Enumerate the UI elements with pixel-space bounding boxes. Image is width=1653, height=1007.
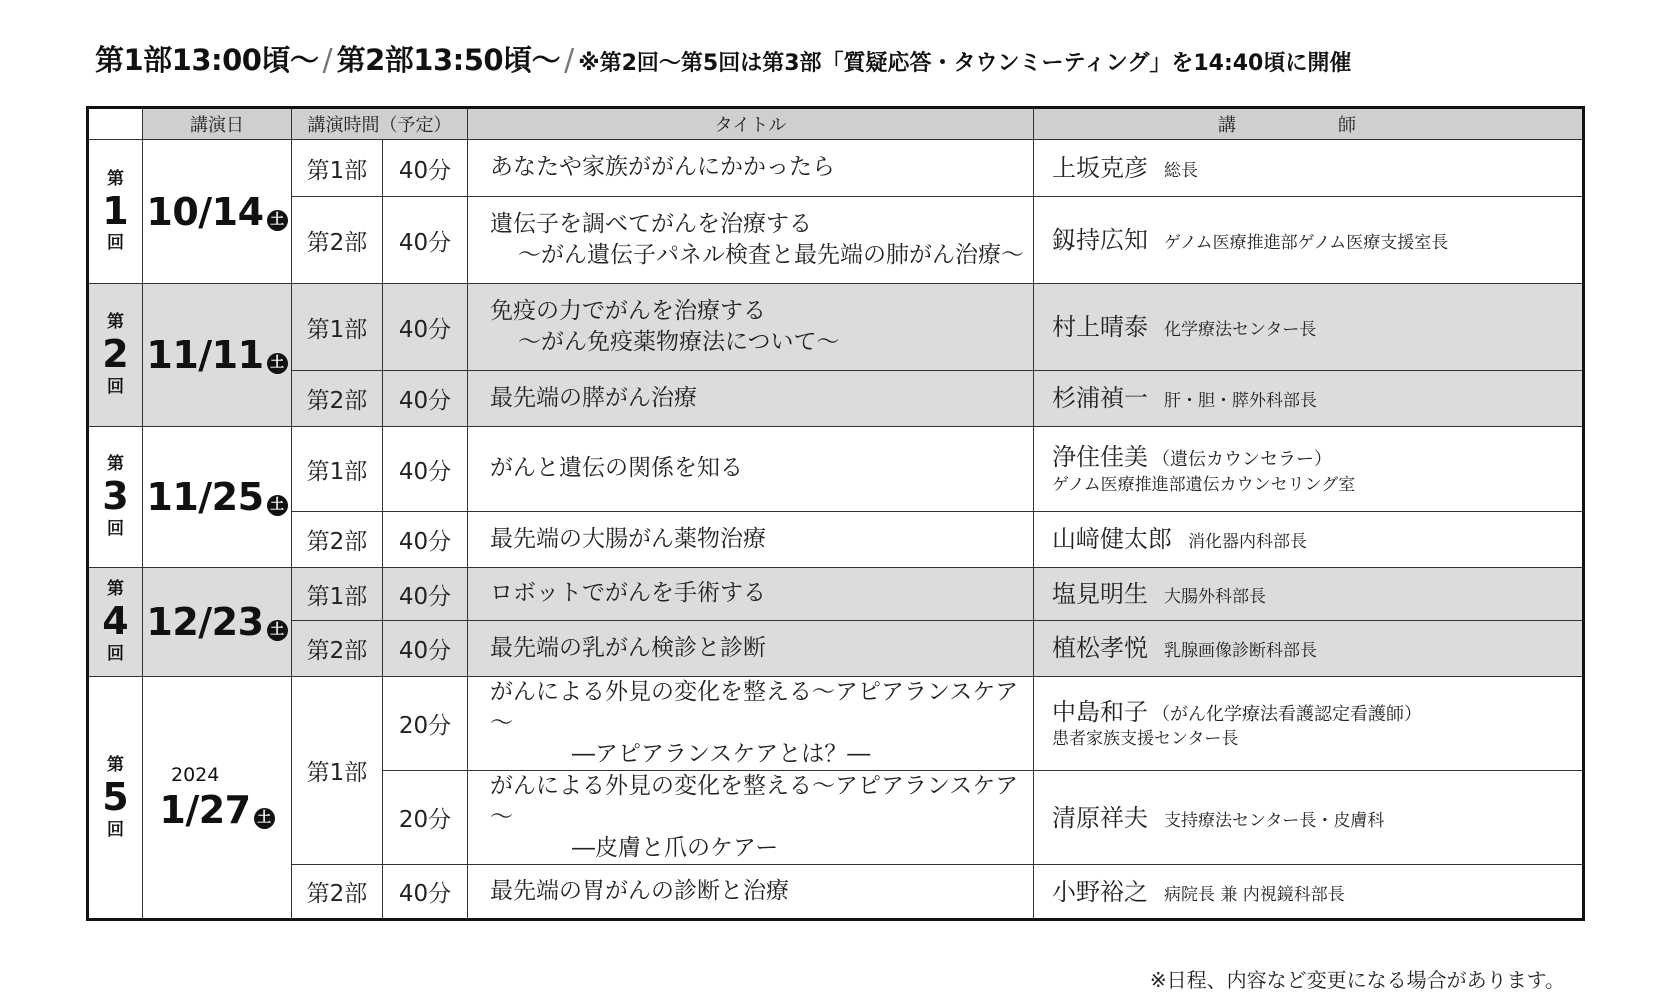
speaker: 釼持広知 ゲノム医療推進部ゲノム医療支援室長 [1034,197,1584,284]
talk-title: 免疫の力でがんを治療する ～がん免疫薬物療法について～ [468,284,1034,371]
round-cell: 第 3 回 [88,427,143,568]
talk-title: がんと遺伝の関係を知る [468,427,1034,512]
round-cell: 第 2 回 [88,284,143,427]
year-label: 2024 [171,763,220,786]
duration: 40分 [383,512,468,568]
part-label: 第2部 [292,621,383,677]
talk-title: あなたや家族ががんにかかったら [468,140,1034,197]
part-label: 第1部 [292,568,383,621]
part-label: 第1部 [292,427,383,512]
duration: 20分 [383,771,468,865]
table-row [88,284,1584,371]
talk-title: がんによる外見の変化を整える～アピアランスケア～ ―アピアランスケアとは？― [468,677,1034,771]
table-row [88,197,1584,284]
table-row [88,677,1584,771]
talk-title: 最先端の大腸がん薬物治療 [468,512,1034,568]
speaker: 杉浦禎一 肝・胆・膵外科部長 [1034,371,1584,427]
date-cell: 2024 1/27 土 [143,677,292,920]
part-label: 第1部 [292,677,383,865]
date-cell: 10/14 土 [143,140,292,284]
table-row [88,371,1584,427]
date-cell: 11/25 土 [143,427,292,568]
duration: 40分 [383,284,468,371]
part2-start-time: 第2部13:50頃～ [336,43,561,77]
duration: 20分 [383,677,468,771]
part-label: 第2部 [292,197,383,284]
duration: 40分 [383,197,468,284]
saturday-badge: 土 [254,808,275,829]
saturday-badge: 土 [267,620,288,641]
part-label: 第2部 [292,512,383,568]
table-row [88,140,1584,197]
speaker: 村上晴泰 化学療法センター長 [1034,284,1584,371]
duration: 40分 [383,865,468,920]
part-label: 第1部 [292,284,383,371]
duration: 40分 [383,621,468,677]
part-label: 第2部 [292,865,383,920]
talk-title: 最先端の胃がんの診断と治療 [468,865,1034,920]
round-column-header [88,108,143,140]
date-column-header: 講演日 [143,108,292,140]
table-header-row [88,108,1584,140]
saturday-badge: 土 [267,353,288,374]
speaker: 小野裕之 病院長 兼 内視鏡科部長 [1034,865,1584,920]
speaker: 上坂克彦 総長 [1034,140,1584,197]
saturday-badge: 土 [267,495,288,516]
divider-slash: / [564,43,575,78]
talk-title: がんによる外見の変化を整える～アピアランスケア～ ―皮膚と爪のケアー [468,771,1034,865]
speaker: 塩見明生 大腸外科部長 [1034,568,1584,621]
part-label: 第2部 [292,371,383,427]
speaker: 浄住佳美 （遺伝カウンセラー） ゲノム医療推進部遺伝カウンセリング室 [1034,427,1584,512]
divider-slash: / [322,43,333,78]
table-row [88,568,1584,621]
time-column-header: 講演時間（予定） [292,108,468,140]
table-row [88,427,1584,512]
round-cell: 第 1 回 [88,140,143,284]
talk-title: 最先端の膵がん治療 [468,371,1034,427]
duration: 40分 [383,427,468,512]
table-row [88,621,1584,677]
date-cell: 11/11 土 [143,284,292,427]
round-cell: 第 4 回 [88,568,143,677]
speaker: 植松孝悦 乳腺画像診断科部長 [1034,621,1584,677]
title-column-header: タイトル [468,108,1034,140]
date-cell: 12/23 土 [143,568,292,677]
talk-title: ロボットでがんを手術する [468,568,1034,621]
speaker: 中島和子 （がん化学療法看護認定看護師） 患者家族支援センター長 [1034,677,1584,771]
table-row [88,512,1584,568]
change-notice: ※日程、内容など変更になる場合があります。 [1149,968,1565,992]
part3-note: ※第2回～第5回は第3部「質疑応答・タウンミーティング」を14:40頃に開催 [578,51,1352,76]
duration: 40分 [383,140,468,197]
lecture-schedule-table [86,106,1585,921]
part1-start-time: 第1部13:00頃～ [95,43,319,77]
talk-title: 最先端の乳がん検診と診断 [468,621,1034,677]
talk-title: 遺伝子を調べてがんを治療する ～がん遺伝子パネル検査と最先端の肺がん治療～ [468,197,1034,284]
lecturer-column-header: 講 師 [1034,108,1584,140]
duration: 40分 [383,568,468,621]
schedule-header [95,38,1351,79]
duration: 40分 [383,371,468,427]
table-row [88,865,1584,920]
speaker: 清原祥夫 支持療法センター長・皮膚科 [1034,771,1584,865]
saturday-badge: 土 [267,210,288,231]
part-label: 第1部 [292,140,383,197]
speaker: 山﨑健太郎 消化器内科部長 [1034,512,1584,568]
round-cell: 第 5 回 [88,677,143,920]
